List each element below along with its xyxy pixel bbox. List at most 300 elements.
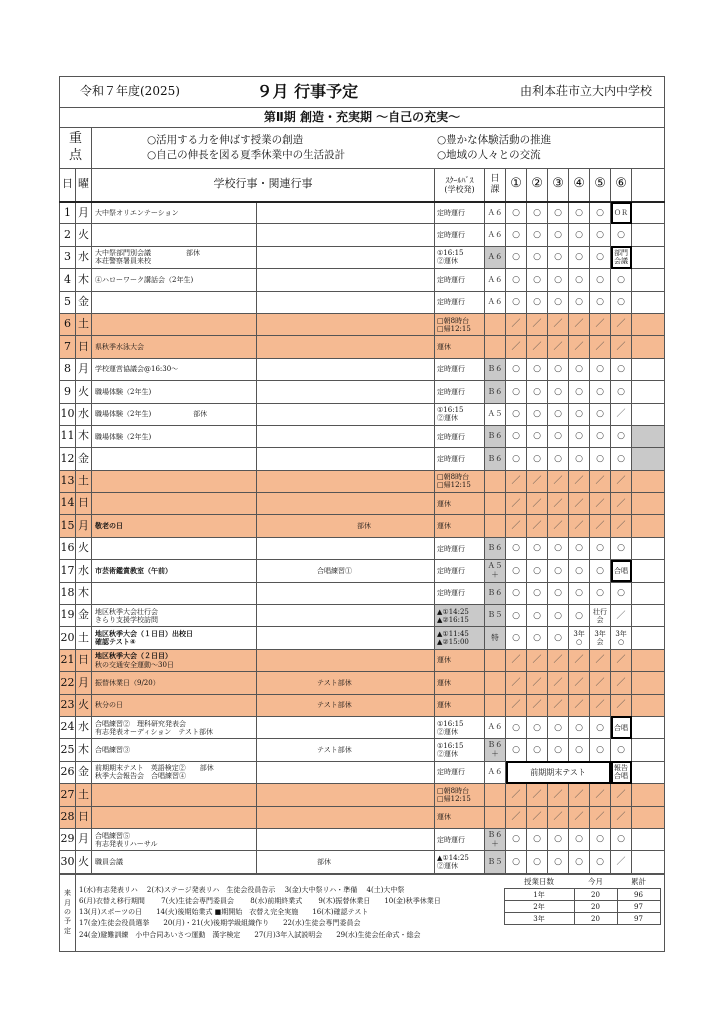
next-month-line: 17(金)生徒会役員選挙 20(月)・21(火)後期学級組織作り 22(水)生徒会専門委員会	[79, 919, 361, 928]
kadai-text-2: ＋	[491, 569, 499, 579]
note-cell	[257, 627, 435, 649]
period-cell	[548, 202, 569, 224]
period-cell	[527, 515, 548, 537]
event-text: 前期期末テスト 英語検定② 部休	[95, 764, 214, 773]
period-mark: ○	[533, 543, 541, 554]
period-cell	[506, 313, 527, 335]
period-cell	[611, 224, 632, 246]
period-mark: 報告	[614, 764, 629, 773]
period-cell	[569, 582, 590, 604]
day-row	[60, 694, 665, 716]
period-cell	[506, 470, 527, 492]
event-text: 県秋季水泳大会	[95, 343, 144, 352]
period-cell	[506, 381, 527, 403]
bus-cell	[435, 403, 485, 425]
period-mark: ○	[617, 386, 625, 397]
period-mark: ／	[532, 341, 542, 352]
day-row	[60, 313, 665, 335]
period-mark: ○	[575, 744, 583, 755]
event-text: 地区秋季大会壮行会	[95, 607, 158, 616]
period-mark: ○	[533, 744, 541, 755]
weekday: 土	[76, 784, 92, 806]
day-number: 7	[60, 336, 76, 358]
period-cell	[506, 560, 527, 582]
day-row	[60, 605, 665, 627]
event-cell	[92, 761, 257, 783]
weekday: 月	[76, 202, 92, 224]
period-cell	[569, 448, 590, 470]
period-mark: ／	[616, 520, 626, 531]
period-mark: ／	[595, 520, 605, 531]
period-cell	[548, 224, 569, 246]
kadai-cell	[485, 649, 506, 671]
kadai-cell	[485, 515, 506, 537]
period-mark: ○	[575, 297, 583, 308]
weekday: 火	[76, 694, 92, 716]
event-cell	[92, 515, 257, 537]
bus-cell	[435, 739, 485, 761]
period-cell	[590, 582, 611, 604]
period-mark: ○	[554, 229, 562, 240]
period-cell	[569, 313, 590, 335]
period-mark: ○	[533, 588, 541, 599]
period-cell	[569, 291, 590, 313]
jugyo-table	[504, 877, 661, 926]
period-mark: ○	[575, 565, 583, 576]
day-number: 14	[60, 493, 76, 515]
period-cell	[527, 851, 548, 873]
bus-text: 運休	[437, 678, 452, 687]
bus-text: 定時運行	[437, 231, 466, 240]
period-cell	[506, 358, 527, 380]
year-label: 令和７年度(2025)	[60, 77, 257, 108]
bus-text: ▲①11:45	[437, 630, 469, 639]
bus-text-2: ②運休	[437, 257, 459, 266]
note-cell	[257, 828, 435, 850]
period-mark: ／	[595, 789, 605, 800]
period-mark: ○	[533, 856, 541, 867]
period-cell	[611, 537, 632, 559]
kadai-cell	[485, 358, 506, 380]
event-cell	[92, 716, 257, 738]
weekday: 金	[76, 291, 92, 313]
period-mark: ○	[596, 722, 604, 733]
period-cell	[548, 381, 569, 403]
period-cell	[611, 269, 632, 291]
day-row	[60, 269, 665, 291]
event-text: 職員会議	[95, 858, 123, 866]
kadai-cell	[485, 784, 506, 806]
period-mark: ／	[616, 789, 626, 800]
weekday: 土	[76, 313, 92, 335]
bus-cell	[435, 672, 485, 694]
period-cell	[506, 851, 527, 873]
period-cell	[569, 560, 590, 582]
period-cell	[611, 694, 632, 716]
note-cell	[257, 806, 435, 828]
jugyo-header: 今月	[588, 877, 603, 887]
bus-cell	[435, 493, 485, 515]
kadai-text: Ａ５	[487, 561, 503, 571]
note-cell	[257, 716, 435, 738]
period-mark: ○	[512, 722, 520, 733]
extra-cell	[632, 582, 665, 604]
jugyo-total: 97	[617, 901, 660, 913]
period-mark: ○	[512, 543, 520, 554]
weekday: 水	[76, 560, 92, 582]
event-cell	[92, 224, 257, 246]
event-cell	[92, 739, 257, 761]
kadai-cell	[485, 851, 506, 873]
extra-cell	[632, 560, 665, 582]
col-events: 学校行事・関連行事	[92, 169, 435, 202]
bus-cell	[435, 381, 485, 403]
period-mark: ＯＲ	[614, 208, 629, 217]
period-cell	[569, 202, 590, 224]
period-cell	[569, 784, 590, 806]
period-mark: ／	[532, 319, 542, 330]
period-cell	[506, 694, 527, 716]
weekday: 木	[76, 739, 92, 761]
period-cell	[527, 202, 548, 224]
kadai-cell	[485, 761, 506, 783]
event-text-2: 有志発表リハーサル	[95, 839, 158, 848]
period-cell	[611, 605, 632, 627]
event-cell	[92, 381, 257, 403]
note-cell	[257, 336, 435, 358]
note-cell	[257, 649, 435, 671]
period-mark: ○	[575, 386, 583, 397]
day-row	[60, 425, 665, 447]
period-cell	[506, 784, 527, 806]
day-row	[60, 761, 665, 783]
col-period: ④	[569, 169, 590, 202]
period-cell	[548, 851, 569, 873]
weekday: 月	[76, 515, 92, 537]
period-cell	[527, 828, 548, 850]
kadai-cell	[485, 224, 506, 246]
weekday: 日	[76, 806, 92, 828]
period-mark: 合唱	[614, 723, 629, 732]
period-mark: ／	[616, 812, 626, 823]
day-number: 8	[60, 358, 76, 380]
period-mark: ○	[575, 364, 583, 375]
note-cell	[257, 605, 435, 627]
bus-cell	[435, 358, 485, 380]
period-mark: ／	[595, 341, 605, 352]
period-cell	[506, 672, 527, 694]
focus-items	[92, 128, 665, 169]
day-number: 28	[60, 806, 76, 828]
period-cell	[569, 224, 590, 246]
weekday: 火	[76, 537, 92, 559]
weekday: 水	[76, 403, 92, 425]
next-month-line: 1(水)有志発表リハ 2(木)ステージ発表リハ 生徒会役員告示 3(金)大中祭リハ・準備 4(土)大中祭	[79, 885, 405, 894]
extra-cell	[632, 515, 665, 537]
weekday: 月	[76, 828, 92, 850]
kadai-cell	[485, 537, 506, 559]
event-cell	[92, 560, 257, 582]
extra-cell	[632, 269, 665, 291]
period-mark: ○	[512, 297, 520, 308]
period-cell	[611, 425, 632, 447]
period-mark: ○	[596, 207, 604, 218]
day-row	[60, 336, 665, 358]
period-cell	[527, 336, 548, 358]
period-cell	[569, 381, 590, 403]
note-cell	[257, 761, 435, 783]
day-row	[60, 806, 665, 828]
period-cell	[590, 493, 611, 515]
period-cell	[527, 425, 548, 447]
period-mark-2: ○	[617, 638, 625, 647]
period-cell	[569, 806, 590, 828]
kadai-text: Ａ６	[487, 767, 503, 777]
period-cell	[506, 246, 527, 268]
period-cell	[527, 627, 548, 649]
period-mark: ／	[595, 476, 605, 487]
period-mark: ／	[595, 812, 605, 823]
col-period: ⑤	[590, 169, 611, 202]
kadai-cell	[485, 716, 506, 738]
period-mark: ○	[575, 229, 583, 240]
period-mark: ○	[554, 543, 562, 554]
period-mark: ／	[574, 319, 584, 330]
kadai-cell	[485, 425, 506, 447]
period-cell	[506, 202, 527, 224]
day-row	[60, 246, 665, 268]
period-cell	[590, 224, 611, 246]
period-mark: ／	[511, 319, 521, 330]
event-cell	[92, 313, 257, 335]
jugyo-month: 20	[574, 913, 617, 925]
period-mark: ○	[596, 364, 604, 375]
period-cell	[611, 806, 632, 828]
period-cell	[590, 627, 611, 649]
period-cell	[611, 493, 632, 515]
period-cell	[611, 784, 632, 806]
period-cell	[611, 291, 632, 313]
period-cell	[569, 828, 590, 850]
day-row	[60, 851, 665, 873]
event-text: 振替休業日（9/20）	[95, 678, 160, 687]
kadai-cell	[485, 381, 506, 403]
period-cell	[527, 448, 548, 470]
period-cell	[548, 493, 569, 515]
extra-cell	[632, 828, 665, 850]
period-mark: ○	[512, 453, 520, 464]
weekday: 金	[76, 448, 92, 470]
period-mark: ○	[575, 588, 583, 599]
period-cell	[506, 716, 527, 738]
period-cell	[548, 537, 569, 559]
period-mark: ○	[512, 632, 520, 643]
event-text: 地区秋季大会（２日目）	[95, 652, 172, 661]
period-mark: 3年	[594, 630, 606, 639]
event-text-2: きらり支援学校訪問	[95, 615, 158, 624]
note-cell	[257, 493, 435, 515]
extra-cell	[632, 739, 665, 761]
period-cell	[527, 493, 548, 515]
period-mark: ／	[574, 789, 584, 800]
note-cell	[257, 246, 435, 268]
bus-text: □朝8時台	[437, 786, 470, 795]
period-cell	[590, 515, 611, 537]
day-number: 2	[60, 224, 76, 246]
kadai-text: Ｂ６	[487, 543, 503, 553]
kadai-text: 特	[491, 632, 499, 642]
event-cell	[92, 537, 257, 559]
kadai-text: Ｂ６	[487, 830, 503, 839]
period-cell	[611, 202, 632, 224]
period-cell	[590, 381, 611, 403]
period-mark: ○	[533, 834, 541, 845]
period-cell	[548, 313, 569, 335]
period-mark: ／	[553, 812, 563, 823]
period-mark: ／	[511, 655, 521, 666]
note-cell	[257, 291, 435, 313]
bus-text: ①16:15	[437, 742, 464, 751]
schedule-sheet	[59, 76, 664, 952]
period-cell	[611, 672, 632, 694]
period-mark: ／	[616, 677, 626, 688]
bus-cell	[435, 425, 485, 447]
period-mark: ○	[554, 409, 562, 420]
col-period: ③	[548, 169, 569, 202]
period-mark: ○	[596, 834, 604, 845]
day-row	[60, 716, 665, 738]
bus-cell	[435, 448, 485, 470]
period-cell	[611, 381, 632, 403]
event-text: 地区秋季大会（１日目）出校日	[95, 630, 193, 639]
kadai-text: Ａ６	[487, 252, 503, 262]
extra-cell	[632, 448, 665, 470]
period-mark: ／	[595, 655, 605, 666]
event-cell	[92, 448, 257, 470]
note-cell	[257, 851, 435, 873]
period-cell	[506, 649, 527, 671]
period-mark: ○	[554, 588, 562, 599]
period-mark: ○	[533, 229, 541, 240]
jugyo-total: 97	[617, 913, 660, 925]
extra-cell	[632, 224, 665, 246]
period-mark: ／	[511, 812, 521, 823]
jugyo-month: 20	[574, 889, 617, 901]
bus-text-2: ②運休	[437, 750, 459, 759]
note-cell	[257, 739, 435, 761]
bus-text: 定時運行	[437, 275, 466, 284]
kadai-cell	[485, 291, 506, 313]
period-mark: ／	[532, 789, 542, 800]
event-text: ④ハローワーク講話会（2年生)	[95, 275, 194, 284]
bus-text-2: ②運休	[437, 727, 459, 736]
extra-cell	[632, 761, 665, 783]
kadai-text: Ｂ６	[487, 588, 503, 598]
period-cell	[590, 246, 611, 268]
period-cell	[611, 560, 632, 582]
period-mark: ○	[596, 386, 604, 397]
period-mark: ／	[511, 498, 521, 509]
period-mark: ○	[575, 543, 583, 554]
period-mark-2: 合唱	[614, 772, 629, 781]
kadai-cell	[485, 560, 506, 582]
extra-cell	[632, 716, 665, 738]
note-cell	[257, 694, 435, 716]
event-cell	[92, 246, 257, 268]
period-cell	[527, 605, 548, 627]
period-mark: ／	[616, 856, 626, 867]
note-cell	[257, 560, 435, 582]
col-period: ②	[527, 169, 548, 202]
note-cell	[257, 582, 435, 604]
column-header-row	[60, 169, 665, 202]
note-text: テスト部休	[317, 701, 352, 710]
period-cell	[527, 739, 548, 761]
period-mark: ○	[512, 252, 520, 263]
kadai-cell	[485, 828, 506, 850]
bus-text-2: □帰12:15	[437, 481, 471, 490]
period-mark: ○	[512, 409, 520, 420]
event-cell	[92, 425, 257, 447]
period-mark: ○	[596, 229, 604, 240]
period-cell	[506, 806, 527, 828]
period-cell	[611, 336, 632, 358]
extra-cell	[632, 291, 665, 313]
day-number: 25	[60, 739, 76, 761]
period-cell	[527, 784, 548, 806]
period-mark: ／	[532, 700, 542, 711]
period-mark: ○	[533, 610, 541, 621]
bus-text-2: ▲②16:15	[437, 615, 469, 624]
event-text-2: 秋季大会報告会 合唱練習④	[95, 772, 186, 781]
jugyo-header: 授業日数	[524, 877, 554, 887]
period-mark: ○	[617, 588, 625, 599]
day-row	[60, 224, 665, 246]
period-mark: ○	[554, 252, 562, 263]
day-row	[60, 739, 665, 761]
period-mark: ○	[554, 834, 562, 845]
period-mark: ○	[533, 207, 541, 218]
period-cell	[527, 224, 548, 246]
period-cell	[590, 313, 611, 335]
period-cell	[590, 851, 611, 873]
day-row	[60, 627, 665, 649]
bus-text: 定時運行	[437, 768, 466, 777]
period-cell	[569, 336, 590, 358]
period-mark: ／	[532, 677, 542, 688]
period-cell	[548, 694, 569, 716]
period-cell	[611, 403, 632, 425]
kadai-cell	[485, 448, 506, 470]
weekday: 月	[76, 672, 92, 694]
note-cell	[257, 672, 435, 694]
period-cell	[527, 716, 548, 738]
focus-item: ○自己の伸長を図る夏季休業中の生活設計	[147, 149, 346, 161]
period-cell	[506, 493, 527, 515]
weekday: 土	[76, 627, 92, 649]
bus-text: 定時運行	[437, 298, 466, 307]
period-mark: ／	[553, 789, 563, 800]
kadai-text-2: ＋	[491, 838, 499, 848]
period-mark: ／	[574, 498, 584, 509]
period-mark: ／	[616, 476, 626, 487]
period-cell	[527, 694, 548, 716]
note-text: テスト部休	[317, 746, 352, 755]
period-mark: ○	[596, 543, 604, 554]
period-cell	[506, 403, 527, 425]
day-number: 3	[60, 246, 76, 268]
bus-cell	[435, 246, 485, 268]
